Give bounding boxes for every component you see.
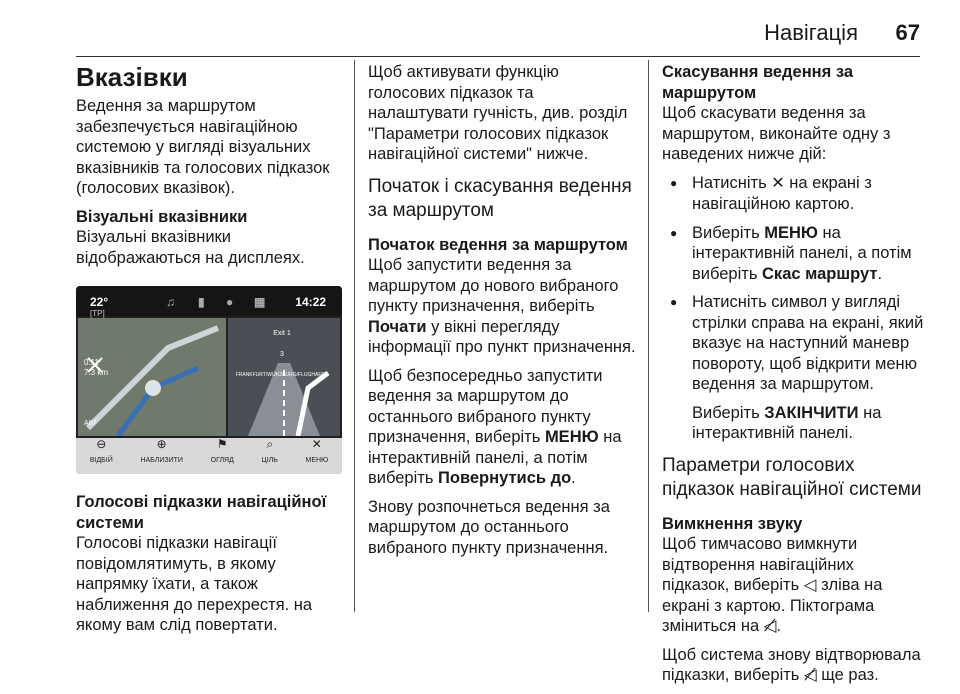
action-list [662,173,924,444]
speaker-muted-icon: ◁̸ [763,617,777,635]
subsection-title: Візуальні вказівники [76,207,248,226]
column-divider [648,60,649,612]
navigation-screen-image [76,286,342,474]
tp-indicator: [TP] [90,309,105,318]
section-title: Вказівки [76,62,188,92]
minus-icon: ⊖ [96,436,107,451]
exit-sign: Exit 1 3 FRANKFURT/WÜRZBURG/FLUGHAFEN [235,330,329,378]
list-item-followup: Виберіть ЗАКІНЧИТИ на інтерактивній панелі. [692,403,882,442]
column-1 [76,62,342,644]
subsection-title: Скасування ведення за маршрутом [662,63,854,102]
list-item: ● Натисніть символ у вигляді стрілки справа на екрані, який вказує на наступний маневр повороту, щоб відкрити меню ведення за маршрутом. Виберіть ЗАКІНЧИТИ на інтерактивній панелі. [662,292,924,444]
paragraph: Голосові підказки навігації повідомлятимуть, в якому напрямку їхати, а також наближення до перехрестя. на якому вам слід повертати. [76,534,313,634]
apps-icon: ▦ [254,295,266,309]
button-destination[interactable]: ⌕ ЦІЛЬ [261,436,278,464]
street-name: A67 [84,419,97,427]
column-2 [368,62,636,566]
music-icon: ♫ [166,295,175,309]
interaction-bar [76,438,342,474]
screen-top-bar [76,286,342,316]
paragraph: Щоб запустити ведення за маршрутом до нового вибраного пункту призначення, виберіть Почати у вікні перегляду інформації про пункт призначення. [368,256,636,356]
paragraph: Щоб безпосередньо запустити ведення за маршрутом до останнього вибраного пункту призначення, виберіть МЕНЮ на інтерактивній панелі, а потім виберіть Повернутись до. [368,366,622,487]
section-heading: Початок і скасування ведення за маршрутом [368,175,632,221]
paragraph: Щоб система знову відтворювала підказки, виберіть ◁̸ ще раз. [662,645,921,684]
paragraph: Ведення за маршрутом забезпечується навігаційною системою у вигляді візуальних вказівників та голосових підказок (голосових вказівок). [76,97,330,197]
clock: 14:22 [295,295,326,309]
paragraph: Візуальні вказівники відображаються на дисплеях. [76,228,305,267]
menu-icon: ✕ [311,436,322,451]
speaker-icon: ◁ [803,576,817,594]
nav-icon: ● [226,295,234,309]
search-icon: ⌕ [266,436,274,451]
paragraph: Щоб скасувати ведення за маршрутом, виконайте одну з наведених нижче дій: [662,104,891,163]
temperature: 22° [90,295,109,309]
flag-icon: ⚑ [216,436,228,451]
subsection-title: Початок ведення за маршрутом [368,235,628,254]
subsection-title: Голосові підказки навігаційної системи [76,493,327,532]
button-cancel[interactable]: ⊖ ВІДБІЙ [89,436,113,464]
page-number: 67 [895,20,920,45]
column-divider [354,60,355,612]
speaker-muted-icon: ◁̸ [803,666,817,684]
column-3 [662,62,924,694]
distance-readout: 0.11 7.3 km [84,358,109,377]
button-zoom[interactable]: ⊕ НАБЛИЗИТИ [140,436,183,464]
section-heading: Параметри голосових підказок навігаційної системи [662,454,922,500]
phone-icon: ▮ [198,295,205,309]
paragraph: Знову розпочнеться ведення за маршрутом до останнього вибраного пункту призначення. [368,497,610,557]
button-overview[interactable]: ⚑ ОГЛЯД [210,436,234,464]
page-header [76,0,920,57]
map-view [78,318,226,436]
list-item: ● Виберіть МЕНЮ на інтерактивній панелі, а потім виберіть Скас маршрут. [662,223,924,285]
paragraph: Щоб активувати функцію голосових підказок та налаштувати гучність, див. розділ "Параметри голосових підказок навігаційної системи" нижче. [368,63,628,163]
header-title: Навігація [764,20,858,45]
plus-icon: ⊕ [156,436,167,451]
list-item: ● Натисніть ✕ на екрані з навігаційною картою. [662,173,924,215]
close-icon: ✕ [771,174,785,192]
button-menu[interactable]: ✕ МЕНЮ [305,436,329,464]
paragraph: Щоб тимчасово вимкнути відтворення навігаційних підказок, виберіть ◁ зліва на екрані з картою. Піктограма зміниться на ◁̸. [662,535,883,635]
subsection-title: Вимкнення звуку [662,514,803,533]
